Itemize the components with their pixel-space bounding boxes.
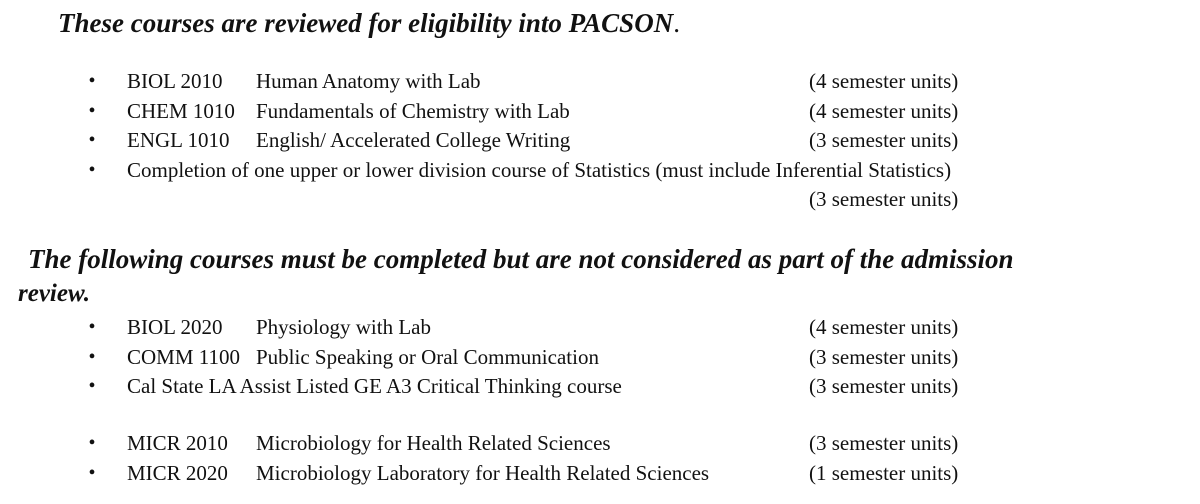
course-title: Public Speaking or Oral Communication — [256, 344, 599, 369]
course-code: COMM 1100 — [127, 344, 240, 369]
course-units: (3 semester units) — [809, 374, 959, 398]
course-code: CHEM 1010 — [127, 98, 235, 123]
required-course-list — [0, 313, 1200, 402]
course-units: (3 semester units) — [809, 128, 959, 152]
course-title: Human Anatomy with Lab — [256, 69, 481, 93]
course-units: (4 semester units) — [809, 315, 959, 339]
course-description: Cal State LA Assist Listed GE A3 Critical Thinking course — [127, 374, 622, 398]
bullet-icon: • — [88, 99, 96, 122]
course-title: English/ Accelerated College Writing — [256, 128, 571, 152]
course-title: Microbiology for Health Related Sciences — [256, 431, 611, 455]
bullet-icon: • — [88, 158, 96, 181]
course-description — [127, 429, 611, 459]
section-heading-eligibility — [58, 6, 680, 40]
list-item — [0, 313, 1200, 343]
course-title: Microbiology Laboratory for Health Related Sciences — [256, 460, 710, 485]
list-item — [0, 459, 1200, 489]
list-item — [0, 429, 1200, 459]
bullet-icon: • — [88, 461, 96, 484]
course-description — [127, 459, 709, 489]
list-item — [0, 67, 1200, 97]
course-units: (3 semester units) — [809, 431, 959, 455]
bullet-icon: • — [88, 432, 96, 454]
course-code: MICR 2010 — [127, 431, 228, 455]
statistics-description: Completion of one upper or lower division course of Statistics (must include Inferential Statistics) — [127, 157, 952, 182]
bullet-icon: • — [88, 316, 96, 338]
course-code: BIOL 2010 — [127, 69, 223, 93]
list-item — [0, 372, 1200, 402]
eligibility-course-list — [0, 67, 1200, 214]
course-description — [127, 313, 431, 343]
section-heading-required-continued: review. — [18, 280, 90, 307]
course-description — [127, 97, 570, 127]
course-units: (1 semester units) — [809, 460, 959, 485]
course-units: (4 semester units) — [809, 98, 959, 123]
list-item — [0, 343, 1200, 373]
bullet-icon: • — [88, 129, 96, 151]
course-description — [127, 126, 570, 156]
course-code: MICR 2020 — [127, 460, 228, 485]
course-units: (3 semester units) — [809, 344, 959, 369]
microbiology-course-list — [0, 429, 1200, 488]
bullet-icon: • — [88, 345, 96, 368]
bullet-icon: • — [88, 375, 96, 397]
statistics-units-row — [0, 185, 1200, 214]
list-item-statistics — [0, 156, 1200, 186]
course-title: Fundamentals of Chemistry with Lab — [256, 98, 570, 123]
course-title: Physiology with Lab — [256, 315, 432, 339]
course-code: BIOL 2020 — [127, 315, 223, 339]
list-item — [0, 97, 1200, 127]
heading-text: These courses are reviewed for eligibility into PACSON — [58, 8, 674, 38]
bullet-icon: • — [88, 70, 96, 92]
course-description — [127, 67, 481, 97]
course-units: (3 semester units) — [809, 187, 959, 211]
course-code: ENGL 1010 — [127, 128, 230, 152]
list-item — [0, 126, 1200, 156]
course-units: (4 semester units) — [809, 69, 959, 93]
heading-period: . — [673, 8, 680, 38]
section-heading-required: The following courses must be completed but are not considered as part of the admission — [28, 244, 1014, 274]
course-description — [127, 343, 599, 373]
